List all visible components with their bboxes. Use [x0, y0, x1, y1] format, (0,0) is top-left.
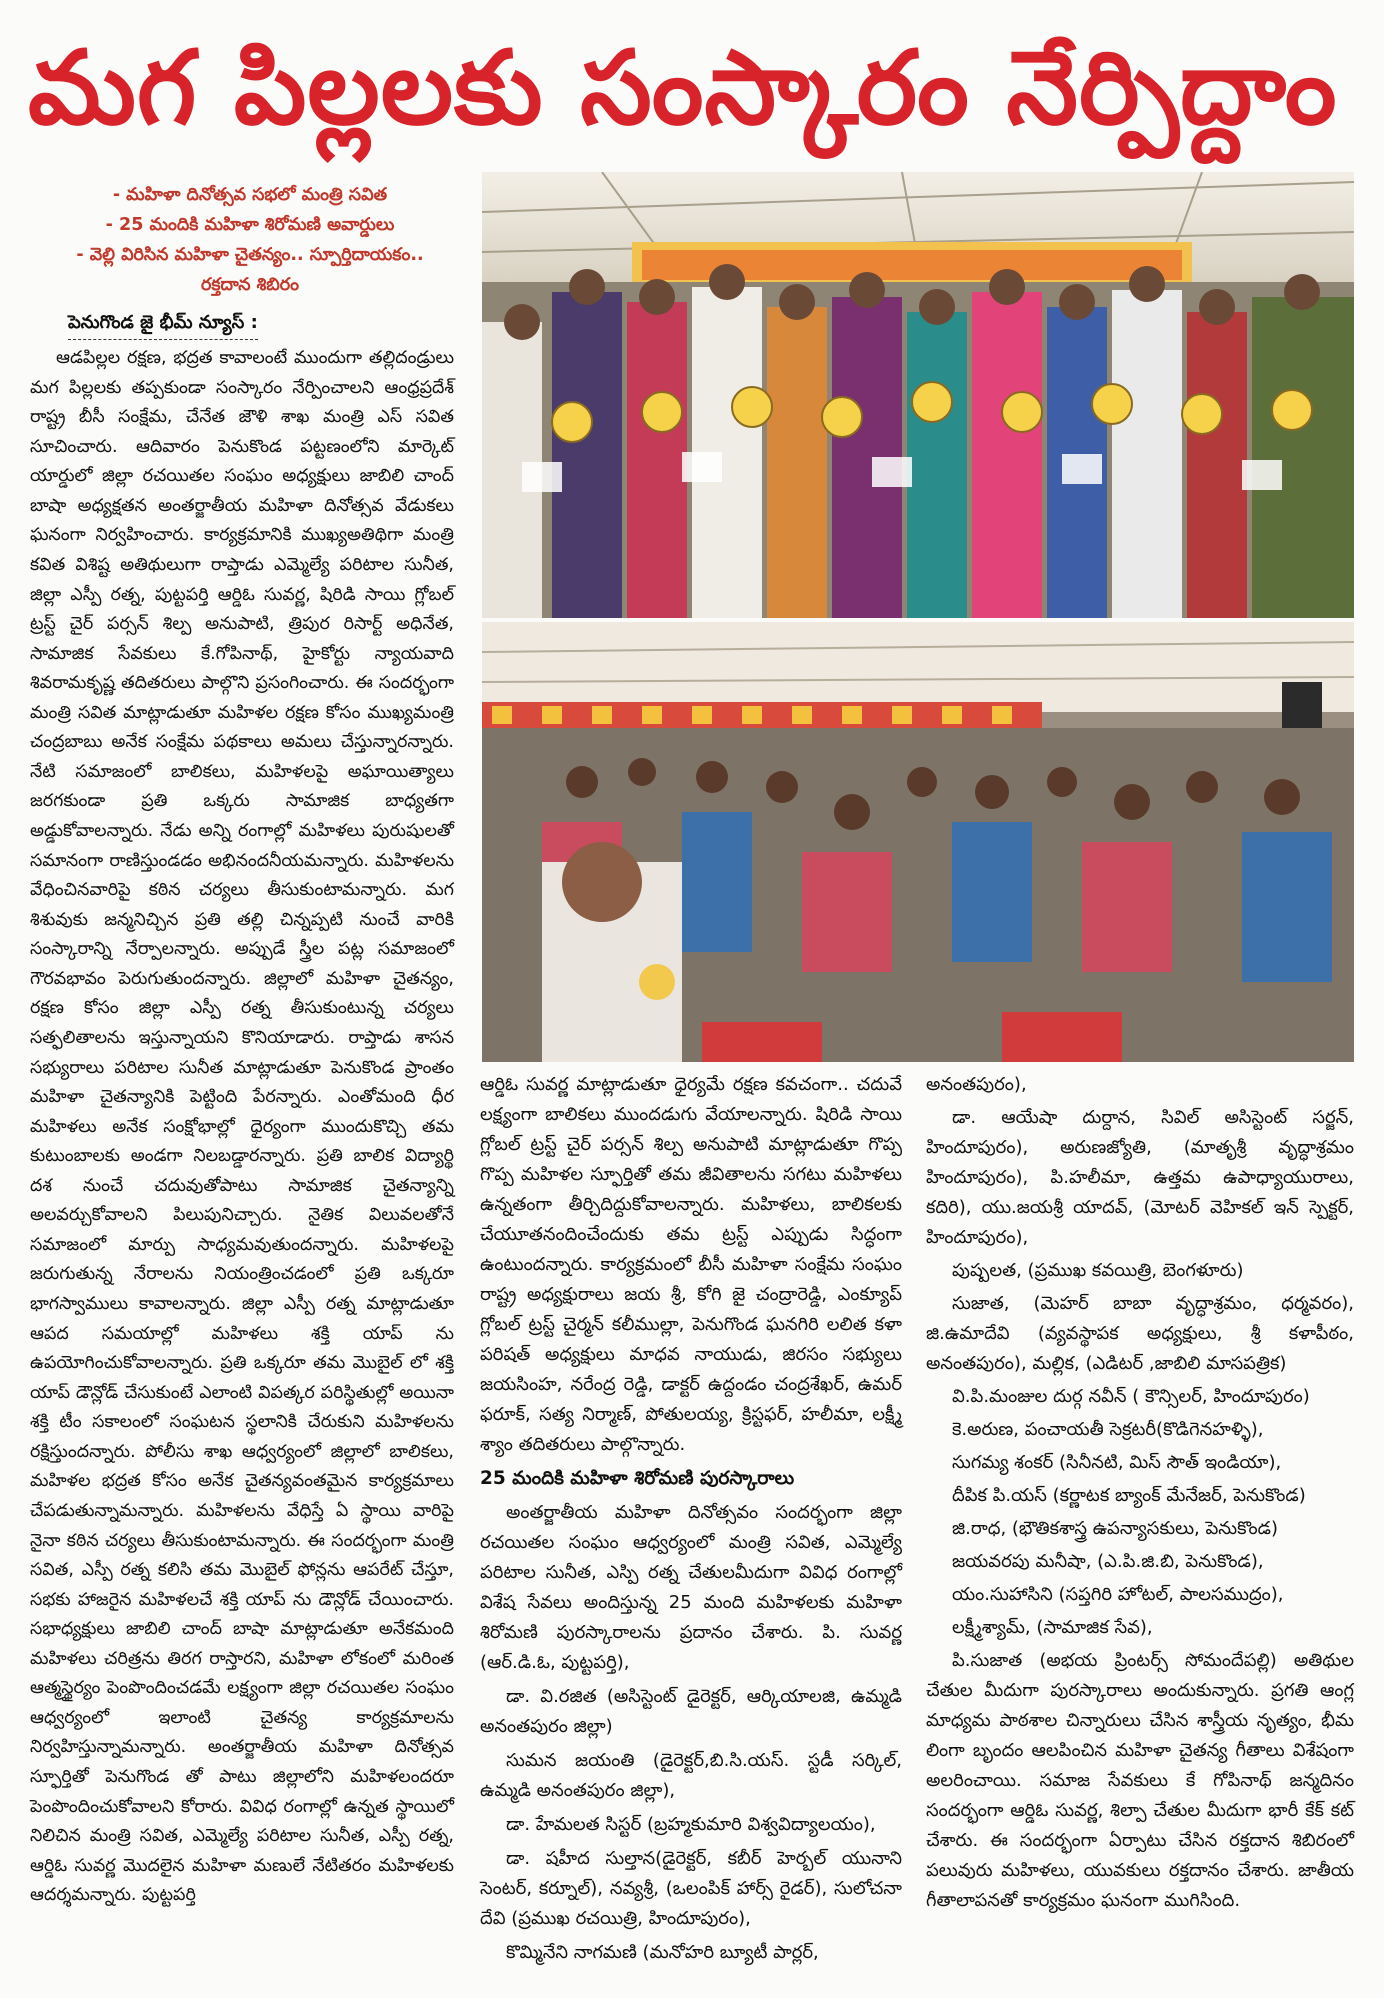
awardee-item: జి.రాధ, (భౌతికశాస్త్ర ఉపన్యాసకులు, పెనుకొండ)	[952, 1518, 1278, 1539]
column-3	[926, 1070, 1354, 1919]
awardee-item: దీపిక పి.యస్ (కర్ణాటక బ్యాంక్ మేనేజర్, పెనుకొండ)	[952, 1485, 1306, 1506]
awards-subheading: 25 మందికి మహిళా శిరోమణి పురస్కారాలు	[480, 1468, 795, 1489]
headline: మగ పిల్లలకు సంస్కారం నేర్పిద్దాం	[28, 29, 1338, 148]
column-2	[480, 1070, 902, 1972]
awardee-item: కొమ్మినేని నాగమణి (మనోహరి బ్యూటీ పార్లర్,	[506, 1942, 819, 1963]
column-1	[30, 344, 454, 1915]
award-recipients-photo-image	[482, 172, 1354, 618]
subhead-3: - వెల్లి విరిసిన మహిళా చైతన్యం.. స్పూర్తిదాయకం..	[76, 245, 424, 265]
awardee-item: అనంతపురం),	[926, 1074, 1027, 1095]
awardee-item: లక్ష్మీశ్యామ్, (సామాజిక సేవ),	[952, 1617, 1153, 1638]
audience-photo-image	[482, 622, 1354, 1062]
awardee-item: పుష్పలత, (ప్రముఖ కవయిత్రి, బెంగళూరు)	[952, 1260, 1244, 1281]
column-2-paragraph-2: అంతర్జాతీయ మహిళా దినోత్సవం సందర్భంగా జిల్లా రచయితల సంఘం ఆధ్వర్యంలో మంత్రి సవిత, ఎమ్మెల్యే పరిటాల సునీత, ఎస్పి రత్న చేతులమీదుగా వివిధ రంగాల్లో విశేష సేవలు అందిస్తున్న 25 మంది మహిళలకు మహిళా శిరోమణి పురస్కారాలను ప్రదానం చేశారు. పి. సువర్ణ (ఆర్.డి.ఓ, పుట్టపర్తి),	[480, 1502, 902, 1673]
subhead-2: - 25 మందికి మహిళా శిరోమణి అవార్డులు	[105, 215, 395, 235]
column-1-text: ఆడపిల్లల రక్షణ, భద్రత కావాలంటే ముందుగా తల్లిదండ్రులు మగ పిల్లలకు తప్పకుండా సంస్కారం నేర్పించాలని ఆంధ్రప్రదేశ్ రాష్ట్ర బీసీ సంక్షేమ, చేనేత జౌళి శాఖ మంత్రి ఎస్ సవిత సూచించారు. ఆదివారం పెనుకొండ పట్టణంలోని మార్కెట్ యార్డులో జిల్లా రచయితల సంఘం అధ్యక్షులు జాబిలి చాంద్ బాషా అధ్యక్షతన అంతర్జాతీయ మహిళా దినోత్సవ వేడుకలు ఘనంగా నిర్వహించారు. కార్యక్రమానికి ముఖ్యఅతిథిగా మంత్రి కవిత విశిష్ట అతిథులుగా రాప్తాడు ఎమ్మెల్యే పరిటాల సునీత, జిల్లా ఎస్పీ రత్న, పుట్టపర్తి ఆర్డిఓ సువర్ణ, షిరిడి సాయి గ్లోబల్ ట్రస్ట్ చైర్ పర్సన్ శిల్ప అనుపాటి, త్రిపుర రిసార్ట్ అధినేత, సామాజిక సేవకులు కే.గోపినాథ్, హైకోర్టు న్యాయవాది శివరామకృష్ణ తదితరులు పాల్గొని ప్రసంగించారు. ఈ సందర్భంగా మంత్రి సవిత మాట్లాడుతూ మహిళల రక్షణ కోసం ముఖ్యమంత్రి చంద్రబాబు అనేక సంక్షేమ పథకాలు అమలు చేస్తున్నారన్నారు. నేటి సమాజంలో బాలికలు, మహిళలపై అఘాయిత్యాలు జరగకుండా ప్రతి ఒక్కరు సామాజిక బాధ్యతగా అడ్డుకోవాలన్నారు. నేడు అన్ని రంగాల్లో మహిళలు పురుషులతో సమానంగా రాణిస్తుండడం అభినందనీయమన్నారు. మహిళలను వేధించినవారిపై కఠిన చర్యలు తీసుకుంటామన్నారు. మగ శిశువుకు జన్మనిచ్చిన ప్రతి తల్లి చిన్నప్పటి నుంచే వారికి సంస్కారాన్ని నేర్పాలన్నారు. అప్పుడే స్త్రీల పట్ల సమాజంలో గౌరవభావం పెరుగుతుందన్నారు. జిల్లాలో మహిళా చైతన్యం, రక్షణ కోసం జిల్లా ఎస్పీ రత్న తీసుకుంటున్న చర్యలు సత్ఫలితాలను ఇస్తున్నాయని కొనియాడారు. రాప్తాడు శాసన సభ్యురాలు పరిటాల సునీత మాట్లాడుతూ పెనుకొండ ప్రాంతం మహిళా చైతన్యానికి పెట్టింది పేరన్నారు. ఎంతోమంది ధీర మహిళలు అనేక సంక్షోభాల్లో ధైర్యంగా ముందుకొచ్చి తమ కుటుంబాలకు అండగా నిలబడ్డారన్నారు. ప్రతి బాలిక విద్యార్థి దశ నుంచే చదువుతోపాటు సామాజిక చైతన్యాన్ని అలవర్చుకోవాలని పిలుపునిచ్చారు. నైతిక విలువలతోనే సమాజంలో మార్పు సాధ్యమవుతుందన్నారు. మహిళలపై జరుగుతున్న నేరాలను నియంత్రించడంలో ప్రతి ఒక్కరూ భాగస్వాములు కావాలన్నారు. జిల్లా ఎస్పీ రత్న మాట్లాడుతూ ఆపద సమయాల్లో మహిళలు శక్తి యాప్ ను ఉపయోగించుకోవాలన్నారు. ప్రతి ఒక్కరూ తమ మొబైల్ లో శక్తి యాప్ డౌన్లోడ్ చేసుకుంటే ఎలాంటి విపత్కర పరిస్థితుల్లో అయినా శక్తి టీం సకాలంలో సంఘటన స్థలానికి చేరుకుని మహిళలను రక్షిస్తుందన్నారు. పోలీసు శాఖ ఆధ్వర్యంలో జిల్లాలో బాలికలు, మహిళల భద్రత కోసం అనేక చైతన్యవంతమైన కార్యక్రమాలు చేపడుతున్నామన్నారు. మహిళలను వేధిస్తే ఏ స్థాయి వారిపై నైనా కఠిన చర్యలు తీసుకుంటామన్నారు. ఈ సందర్భంగా మంత్రి సవిత, ఎస్పీ రత్న కలిసి తమ మొబైల్ ఫోన్లను ఆపరేట్ చేస్తూ, సభకు హాజరైన మహిళలచే శక్తి యాప్ ను డౌన్లోడ్ చేయించారు. సభాధ్యక్షులు జాబిలి చాంద్ బాషా మాట్లాడుతూ అనేకమంది మహిళలు చరిత్రను తిరగ రాస్తారని, మహిళా లోకంలో మరింత ఆత్మస్థైర్యం పెంపొందించడమే లక్ష్యంగా జిల్లా రచయితల సంఘం ఆధ్వర్యంలో ఇలాంటి చైతన్య కార్యక్రమాలను నిర్వహిస్తున్నామన్నారు. అంతర్జాతీయ మహిళా దినోత్సవ స్ఫూర్తితో పెనుగొండ తో పాటు జిల్లాలోని మహిళలందరూ పెంపొందించుకోవాలని కోరారు. వివిధ రంగాల్లో ఉన్నత స్థాయిలో నిలిచిన మంత్రి సవిత, ఎమ్మెల్యే పరిటాల సునీత, ఎస్పీ రత్న, ఆర్డిఓ సువర్ణ మొదలైన మహిళా మణులే నేటితరం మహిళలకు ఆదర్శమన్నారు. పుట్టపర్తి	[30, 348, 454, 1906]
subheads	[30, 180, 470, 300]
audience-photo	[482, 622, 1354, 1062]
awardee-item: కె.అరుణ, పంచాయతీ సెక్రటరీ(కొడిగెనహళ్ళి),	[952, 1419, 1264, 1440]
awardee-item: డా. షహీద సుల్తాన(డైరెక్టర్, కబీర్ హెర్బల్ యునాని సెంటర్, కర్నూల్), నవ్యశ్రీ, (ఒలంపిక్ హార్స్ రైడర్), సులోచనా దేవి (ప్రముఖ రచయిత్రి, హిందూపురం),	[480, 1848, 902, 1929]
awardee-item: డా. ఆయేషా దుర్దాన, సివిల్ అసిస్టెంట్ సర్జన్, హిందూపురం), అరుణజ్యోతి, (మాతృశ్రీ వృద్ధాశ్రమం హిందూపురం), పి.హలీమా, ఉత్తమ ఉపాధ్యాయురాలు, కదిరి), యు.జయశ్రీ యాదవ్, (మోటర్ వెహికల్ ఇన్ స్పెక్టర్, హిందూపురం),	[926, 1107, 1354, 1248]
awardee-item: యం.సుహాసిని (సప్తగిరి హోటల్, పాలసముద్రం),	[952, 1584, 1284, 1605]
column-2-paragraph-1: ఆర్డిఓ సువర్ణ మాట్లాడుతూ ధైర్యమే రక్షణ కవచంగా.. చదువే లక్ష్యంగా బాలికలు ముందడుగు వేయాలన్నారు. షిరిడి సాయి గ్లోబల్ ట్రస్ట్ చైర్ పర్సన్ శిల్ప అనుపాటి మాట్లాడుతూ గొప్ప గొప్ప మహిళల స్ఫూర్తితో తమ జీవితాలను సగటు మహిళలు ఉన్నతంగా తీర్చిదిద్దుకోవాలన్నారు. మహిళలు, బాలికలకు చేయూతనందించేందుకు తమ ట్రస్ట్ ఎప్పుడు సిద్ధంగా ఉంటుందన్నారు. కార్యక్రమంలో బీసీ మహిళా సంక్షేమ సంఘం రాష్ట్ర అధ్యక్షురాలు జయ శ్రీ, కోగి జై చంద్రారెడ్డి, ఎంక్యూప్ గ్లోబల్ ట్రస్ట్ చైర్మన్ కలీముల్లా, పెనుగొండ ఘనగిరి లలిత కళా పరిషత్ అధ్యక్షులు మాధవ నాయుడు, జిరసం సభ్యులు జయసింహ, నరేంద్ర రెడ్డి, డాక్టర్ ఉద్దండం చంద్రశేఖర్, ఉమర్ ఫరూక్, సత్య నిర్మాణ్, పోతులయ్య, క్రిస్టఫర్, హలీమా, లక్ష్మీ శ్యాం తదితరులు పాల్గొన్నారు.	[480, 1074, 902, 1455]
awardee-item: డా. వి.రజిత (అసిస్టెంట్ డైరెక్టర్, ఆర్కియాలజి, ఉమ్మడి అనంతపురం జిల్లా)	[480, 1686, 902, 1737]
dateline: పెనుగొండ జై భీమ్ న్యూస్ :	[68, 312, 258, 340]
awardee-item: సుమన జయంతి (డైరెక్టర్,బి.సి.యస్. స్టడీ సర్కిల్, ఉమ్మడి అనంతపురం జిల్లా),	[480, 1750, 902, 1801]
awardee-item: వి.పి.మంజుల దుర్గ నవీన్ ( కౌన్సిలర్, హిందూపురం)	[952, 1386, 1310, 1407]
subhead-4: రక్తదాన శిబిరం	[201, 275, 299, 295]
awardee-item: డా. హేమలత సిస్టర్ (బ్రహ్మకుమారి విశ్వవిద్యాలయం),	[506, 1814, 876, 1835]
subhead-1: - మహిళా దినోత్సవ సభలో మంత్రి సవిత	[112, 185, 388, 205]
awardee-item: సుజాత, (మెహర్ బాబా వృద్ధాశ్రమం, ధర్మవరం), జి.ఉమాదేవి (వ్యవస్థాపక అధ్యక్షులు, శ్రీ కళాపీఠం, అనంతపురం), మల్లిక, (ఎడిటర్ ,జాబిలి మాసపత్రిక)	[926, 1293, 1354, 1374]
awardee-item: జయవరపు మనీషా, (ఎ.పి.జి.బి, పెనుకొండ),	[952, 1551, 1264, 1572]
closing-paragraph: పి.సుజాత (అభయ ప్రింటర్స్ సోమందేపల్లి) అతిథుల చేతుల మీదుగా పురస్కారాలు అందుకున్నారు. ప్రగతి ఆంగ్ల మాధ్యమ పాఠశాల చిన్నారులు చేసిన శాస్త్రీయ నృత్యం, భీమ లింగా బృందం ఆలపించిన మహిళా చైతన్య గీతాలు విశేషంగా అలరించాయి. సమాజ సేవకులు కే గోపినాథ్ జన్మదినం సందర్భంగా ఆర్డిఓ సువర్ణ, శిల్పా చేతుల మీదుగా భారీ కేక్ కట్ చేశారు. ఈ సందర్భంగా ఏర్పాటు చేసిన రక్తదాన శిబిరంలో పలువురు మహిళలు, యువకులు రక్తదానం చేశారు. జాతీయ గీతాలాపనతో కార్యక్రమం ఘనంగా ముగిసింది.	[926, 1650, 1354, 1911]
awardee-item: సుగమ్య శంకర్ (సినీనటి, మిస్ సౌత్ ఇండియా),	[952, 1452, 1282, 1473]
award-recipients-photo	[482, 172, 1354, 618]
